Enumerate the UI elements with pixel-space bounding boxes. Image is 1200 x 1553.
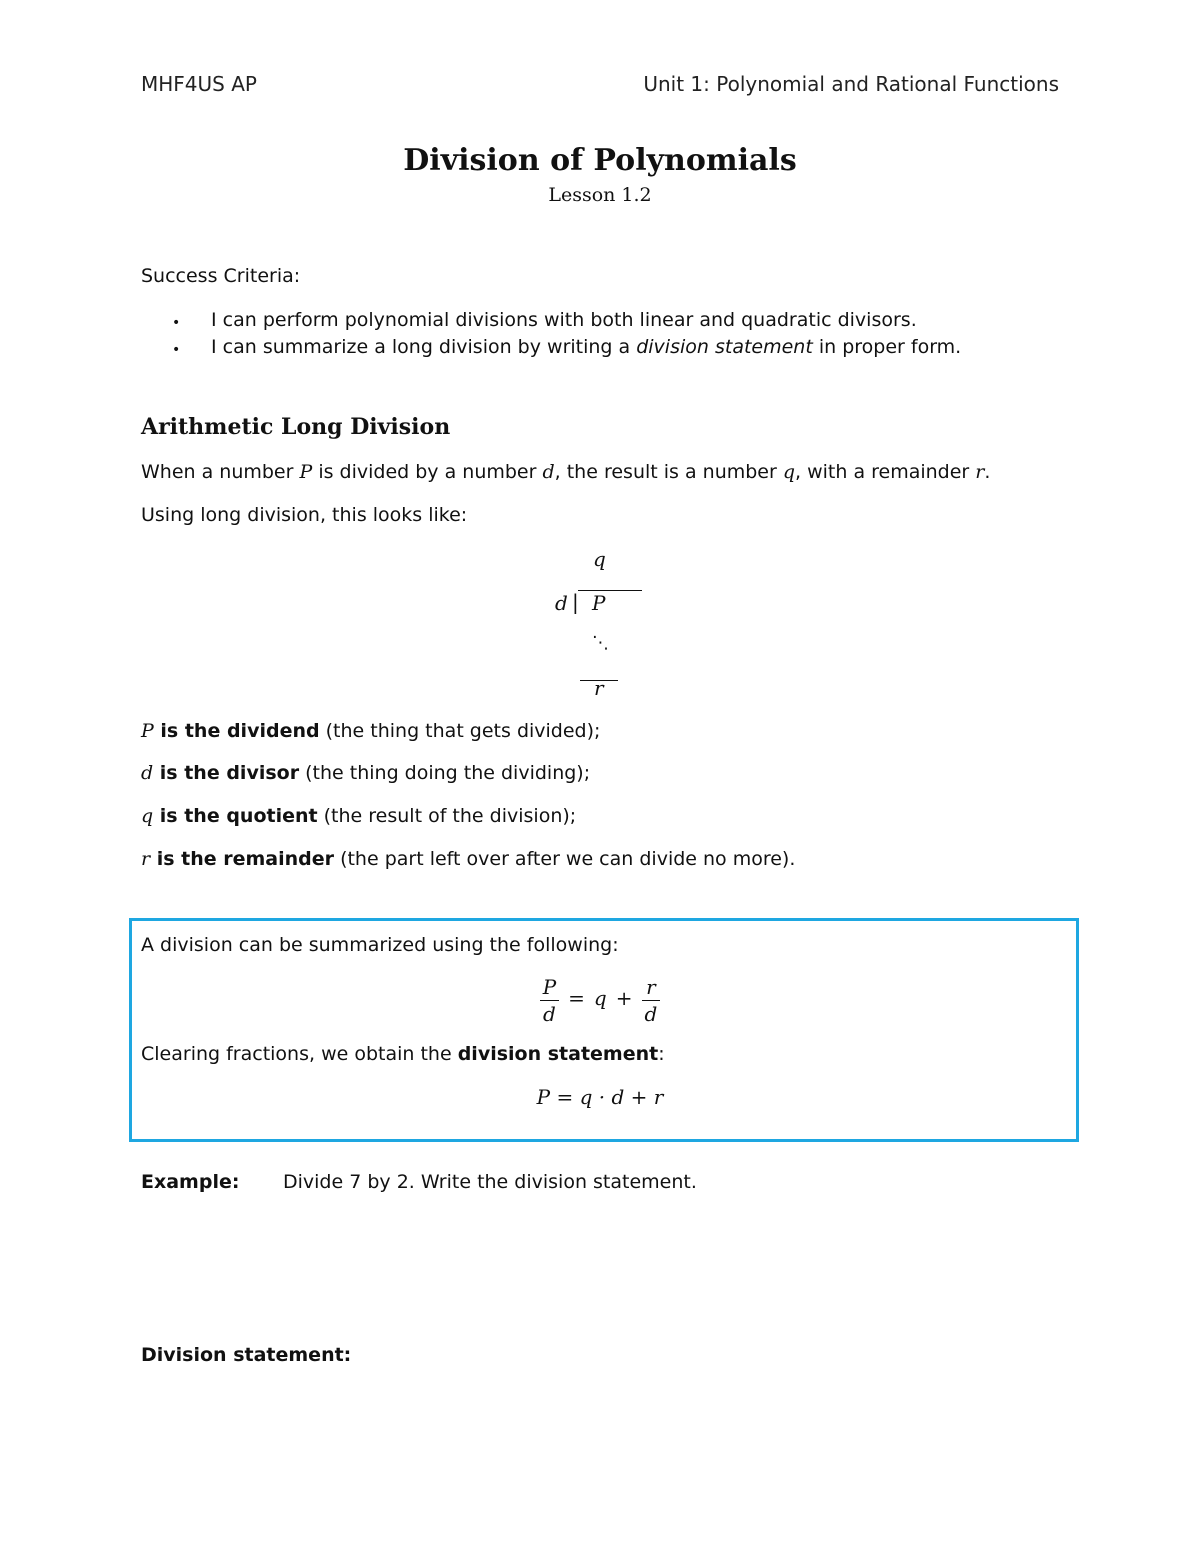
definition-divisor	[141, 762, 590, 784]
def-var: P	[141, 720, 154, 742]
fraction-r-over-d	[642, 974, 661, 1027]
example-label: Example:	[141, 1171, 240, 1193]
var-q: q	[782, 461, 796, 483]
success-criteria-heading: Success Criteria:	[141, 265, 301, 287]
criteria-item-1: I can perform polynomial divisions with both linear and quadratic divisors.	[211, 309, 917, 331]
fraction-p-over-d	[540, 974, 559, 1027]
fraction-denominator: d	[644, 1002, 658, 1026]
diagram-quotient: q	[593, 547, 606, 571]
summary-equation-fraction	[0, 974, 1200, 1027]
criteria-item-2-emphasis: division statement	[636, 336, 813, 358]
def-var: d	[141, 762, 154, 784]
definition-remainder	[141, 848, 795, 870]
division-statement-equation: P = q · d + r	[536, 1085, 664, 1109]
var-r: r	[975, 461, 985, 483]
diagram-continuation-dots: ⋱	[592, 633, 609, 653]
summary-line-2-suffix: :	[658, 1043, 665, 1065]
diagram-remainder: r	[594, 676, 604, 700]
def-var: q	[141, 805, 154, 827]
def-term: is the dividend	[153, 720, 320, 742]
division-bar	[578, 590, 642, 591]
division-statement-label: Division statement:	[141, 1344, 352, 1366]
var-p: P	[299, 461, 313, 483]
summary-line-1: A division can be summarized using the following:	[141, 934, 619, 956]
var-q: q	[593, 986, 607, 1011]
intro-text: is divided by a number	[312, 461, 543, 483]
def-var: r	[141, 848, 151, 870]
unit-title: Unit 1: Polynomial and Rational Functions	[643, 72, 1059, 96]
var-d: d	[542, 461, 555, 483]
def-term: is the quotient	[153, 805, 318, 827]
section-heading: Arithmetic Long Division	[141, 414, 451, 440]
plus-sign: +	[615, 986, 633, 1011]
intro-text: , with a remainder	[795, 461, 976, 483]
fraction-denominator: d	[543, 1002, 556, 1026]
equals-sign: =	[568, 986, 585, 1011]
lesson-number: Lesson 1.2	[548, 184, 652, 206]
def-desc: (the thing that gets divided);	[319, 720, 601, 742]
definition-dividend	[141, 720, 600, 742]
division-statement-term: division statement	[457, 1043, 659, 1065]
definition-quotient	[141, 805, 576, 827]
def-desc: (the part left over after we can divide no more).	[334, 848, 796, 870]
def-desc: (the result of the division);	[317, 805, 577, 827]
criteria-item-2-suffix: in proper form.	[812, 336, 962, 358]
summary-line-2-prefix: Clearing fractions, we obtain the	[141, 1043, 458, 1065]
division-bracket: |	[572, 590, 579, 614]
def-term: is the divisor	[153, 762, 300, 784]
intro-text: .	[984, 461, 991, 483]
fraction-numerator: r	[642, 974, 661, 1001]
course-code: MHF4US AP	[141, 72, 257, 96]
diagram-divisor: d	[555, 591, 568, 615]
page-title: Division of Polynomials	[403, 143, 797, 178]
example-text: Divide 7 by 2. Write the division statement.	[283, 1171, 697, 1193]
diagram-dividend: P	[592, 591, 606, 615]
criteria-item-2-prefix: I can summarize a long division by writing a	[211, 336, 637, 358]
bullet-icon: •	[172, 342, 181, 358]
bullet-icon: •	[172, 315, 181, 331]
def-term: is the remainder	[150, 848, 335, 870]
looks-like-text: Using long division, this looks like:	[141, 504, 468, 526]
long-division-diagram	[0, 0, 1200, 720]
intro-text: , the result is a number	[554, 461, 783, 483]
fraction-numerator: P	[540, 974, 559, 1001]
summary-line-2	[141, 1043, 665, 1065]
intro-text: When a number	[141, 461, 300, 483]
def-desc: (the thing doing the dividing);	[299, 762, 591, 784]
